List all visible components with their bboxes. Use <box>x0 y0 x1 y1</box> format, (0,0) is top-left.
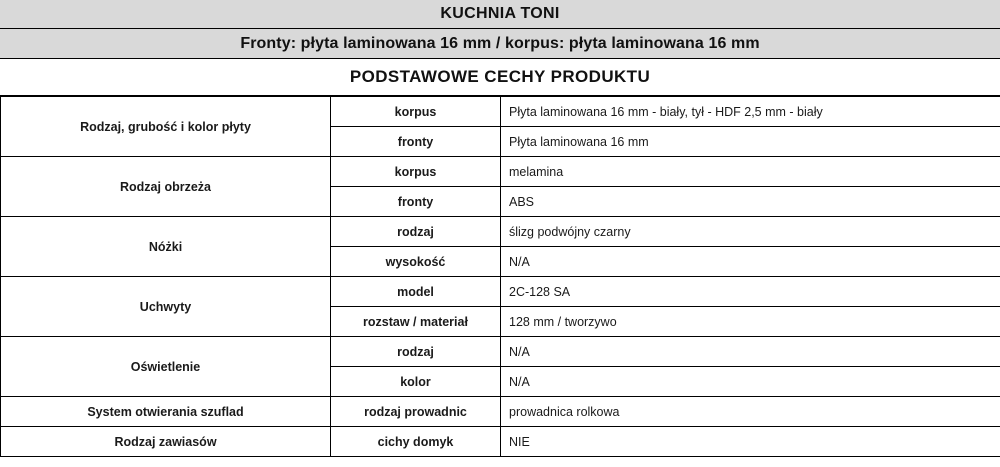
spec-value: NIE <box>501 427 1000 457</box>
spec-value: melamina <box>501 157 1000 187</box>
spec-value: 2C-128 SA <box>501 277 1000 307</box>
spec-key: model <box>331 277 501 307</box>
section-title: PODSTAWOWE CECHY PRODUKTU <box>349 67 651 86</box>
spec-category: Rodzaj zawiasów <box>1 427 331 457</box>
spec-value: N/A <box>501 337 1000 367</box>
product-subtitle-band <box>0 29 1000 59</box>
spec-key: cichy domyk <box>331 427 501 457</box>
spec-key: rozstaw / materiał <box>331 307 501 337</box>
spec-category: Rodzaj, grubość i kolor płyty <box>1 97 331 157</box>
table-row <box>1 277 1000 307</box>
spec-key: rodzaj prowadnic <box>331 397 501 427</box>
product-title-band <box>0 0 1000 29</box>
table-row <box>1 217 1000 247</box>
section-title-band <box>0 59 1000 96</box>
spec-key: fronty <box>331 187 501 217</box>
spec-value: ślizg podwójny czarny <box>501 217 1000 247</box>
spec-category: Rodzaj obrzeża <box>1 157 331 217</box>
spec-key: korpus <box>331 157 501 187</box>
table-row <box>1 157 1000 187</box>
spec-key: fronty <box>331 127 501 157</box>
spec-value: N/A <box>501 247 1000 277</box>
specs-table <box>0 96 1000 457</box>
specs-table-body <box>1 97 1000 457</box>
table-row <box>1 337 1000 367</box>
spec-key: rodzaj <box>331 337 501 367</box>
spec-value: N/A <box>501 367 1000 397</box>
product-title: KUCHNIA TONI <box>440 5 560 22</box>
table-row <box>1 427 1000 457</box>
spec-key: kolor <box>331 367 501 397</box>
table-row <box>1 397 1000 427</box>
spec-value: Płyta laminowana 16 mm - biały, tył - HDF 2,5 mm - biały <box>501 97 1000 127</box>
spec-key: wysokość <box>331 247 501 277</box>
spec-value: Płyta laminowana 16 mm <box>501 127 1000 157</box>
spec-category: System otwierania szuflad <box>1 397 331 427</box>
spec-key: korpus <box>331 97 501 127</box>
spec-category: Nóżki <box>1 217 331 277</box>
spec-key: rodzaj <box>331 217 501 247</box>
spec-value: ABS <box>501 187 1000 217</box>
spec-category: Uchwyty <box>1 277 331 337</box>
table-row <box>1 97 1000 127</box>
spec-value: 128 mm / tworzywo <box>501 307 1000 337</box>
spec-value: prowadnica rolkowa <box>501 397 1000 427</box>
product-subtitle: Fronty: płyta laminowana 16 mm / korpus: płyta laminowana 16 mm <box>240 34 760 52</box>
spec-category: Oświetlenie <box>1 337 331 397</box>
